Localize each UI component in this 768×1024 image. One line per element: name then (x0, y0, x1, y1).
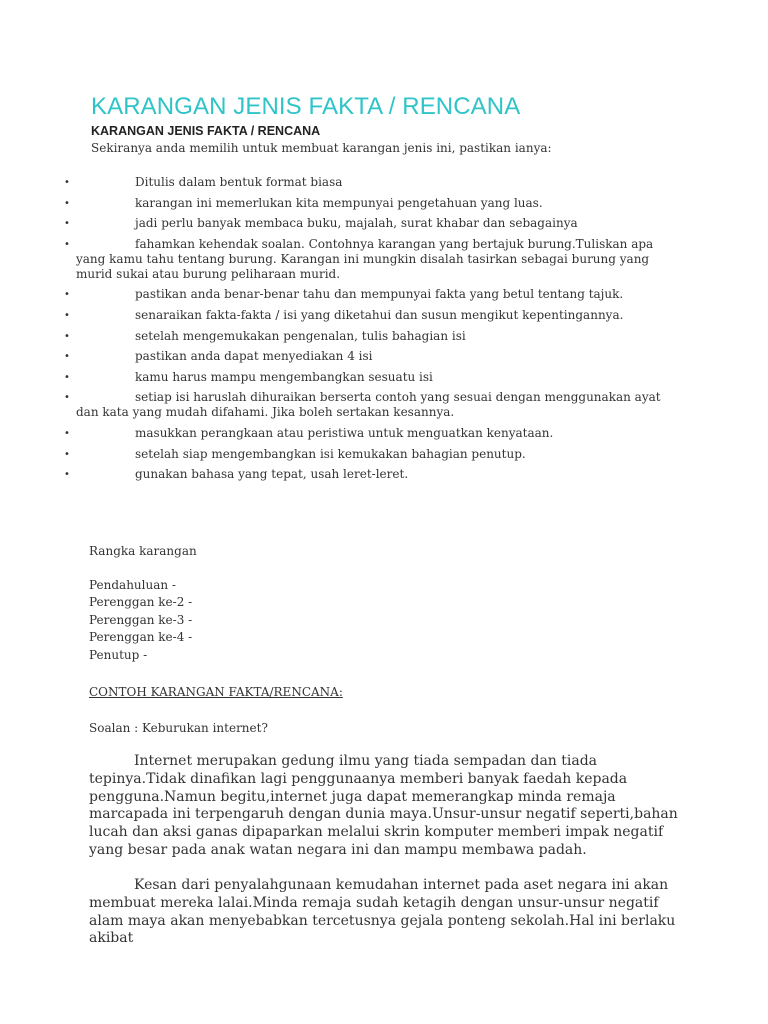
list-item: • masukkan perangkaan atau peristiwa untuk menguatkan kenyataan. (64, 425, 554, 440)
list-item: • kamu harus mampu mengembangkan sesuatu isi (64, 369, 433, 384)
outline-heading: Rangka karangan (89, 544, 197, 558)
essay-paragraph: Internet merupakan gedung ilmu yang tiada sempadan dan tiada tepinya.Tidak dinafikan lagi penggunaanya memberi banyak faedah kepada pengguna.Namun begitu,internet juga dapat memerangkap minda remaja marcapada ini terpengaruh dengan dunia maya.Unsur-unsur negatif seperti,bahan lucah dan aksi ganas dipaparkan melalui skrin komputer memberi impak negatif yang besar pada anak watan negara ini dan mampu membawa padah. (89, 753, 678, 858)
bullet-icon: • (64, 427, 70, 439)
outline-item: Pendahuluan - (89, 578, 176, 592)
list-item: • setiap isi haruslah dihuraikan berserta contoh yang sesuai dengan menggunakan ayat dan kata yang mudah difahami. Jika boleh sertakan kesannya. (64, 390, 661, 420)
outline-item: Penutup - (89, 647, 148, 662)
bullet-icon: • (64, 351, 70, 363)
bullet-icon: • (64, 177, 70, 188)
bullet-icon: • (64, 371, 70, 383)
question-line: Soalan : Keburukan internet? (89, 721, 268, 735)
list-item: • Ditulis dalam bentuk format biasa (64, 175, 343, 189)
bullet-icon: • (64, 309, 70, 321)
bullet-icon: • (64, 238, 70, 250)
list-item: • fahamkan kehendak soalan. Contohnya karangan yang bertajuk burung.Tuliskan apa yang kamu tahu tentang burung. Karangan ini mungkin disalah tasirkan sebagai burung yang murid sukai atau burung peliharaan murid. (64, 236, 654, 281)
bullet-icon: • (64, 218, 70, 230)
outline-item: Perenggan ke-3 - (89, 612, 193, 627)
list-item: • pastikan anda benar-benar tahu dan mempunyai fakta yang betul tentang tajuk. (64, 287, 624, 302)
tips-list (64, 175, 664, 488)
bullet-icon: • (64, 289, 70, 301)
bullet-icon: • (64, 469, 70, 481)
bullet-icon: • (64, 197, 70, 209)
page-title: KARANGAN JENIS FAKTA / RENCANA (91, 93, 521, 120)
list-item: • setelah siap mengembangkan isi kemukakan bahagian penutup. (64, 446, 526, 461)
list-item: • pastikan anda dapat menyediakan 4 isi (64, 349, 373, 364)
list-item: • setelah mengemukakan pengenalan, tulis bahagian isi (64, 328, 466, 343)
outline-item: Perenggan ke-2 - (89, 595, 193, 610)
outline-list (89, 577, 192, 664)
page-subtitle: KARANGAN JENIS FAKTA / RENCANA (91, 124, 321, 138)
essay-paragraph: Kesan dari penyalahgunaan kemudahan internet pada aset negara ini akan membuat mereka lalai.Minda remaja sudah ketagih dengan unsur-unsur negatif alam maya akan menyebabkan tercetusnya gejala ponteng sekolah.Hal ini berlaku akibat (89, 877, 676, 947)
outline-item: Perenggan ke-4 - (89, 630, 193, 645)
list-item: • jadi perlu banyak membaca buku, majalah, surat khabar dan sebagainya (64, 216, 578, 231)
list-item: • gunakan bahasa yang tepat, usah leret-leret. (64, 467, 409, 482)
example-heading: CONTOH KARANGAN FAKTA/RENCANA: (89, 685, 343, 699)
bullet-icon: • (64, 330, 70, 342)
list-item: • karangan ini memerlukan kita mempunyai pengetahuan yang luas. (64, 195, 543, 210)
intro-text: Sekiranya anda memilih untuk membuat karangan jenis ini, pastikan ianya: (91, 141, 552, 155)
bullet-icon: • (64, 448, 70, 460)
bullet-icon: • (64, 392, 70, 404)
list-item: • senaraikan fakta-fakta / isi yang diketahui dan susun mengikut kepentingannya. (64, 307, 624, 322)
